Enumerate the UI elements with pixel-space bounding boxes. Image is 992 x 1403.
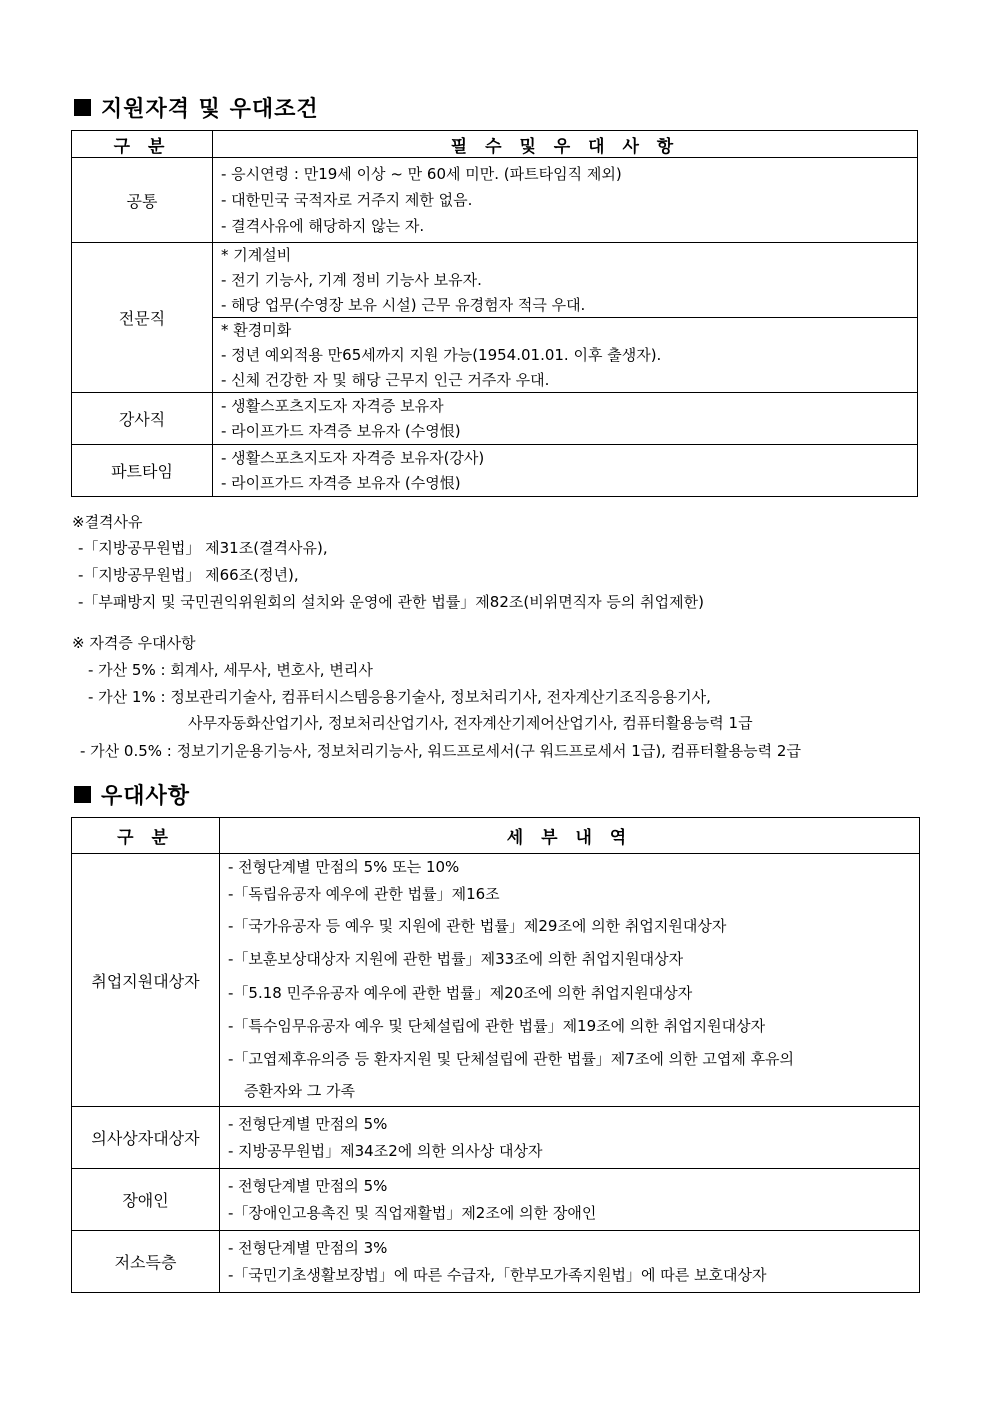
content-line: -「독립유공자 예우에 관한 법률」제16조 — [228, 884, 500, 903]
header-category: 구 분 — [72, 131, 213, 158]
row-label-instructor: 강사직 — [72, 393, 213, 445]
content-line: - 생활스포츠지도자 자격증 보유자(강사) — [221, 448, 485, 467]
row-content-common — [213, 158, 918, 243]
header-content: 필 수 및 우 대 사 항 — [213, 131, 918, 158]
certificate-line: - 가산 1% : 정보관리기술사, 컴퓨터시스템응용기술사, 정보처리기사, 전자계산기조직응용기사, — [88, 688, 711, 706]
content-line: - 전형단계별 만점의 5% — [228, 1176, 388, 1195]
content-line: - 지방공무원법」제34조2에 의한 의사상 대상자 — [228, 1141, 543, 1160]
row-content-specialist-1 — [213, 243, 918, 318]
row-label-specialist: 전문직 — [72, 243, 213, 393]
table-row — [72, 1107, 920, 1169]
content-line: - 신체 건강한 자 및 해당 근무지 인근 거주자 우대. — [221, 371, 550, 389]
row-content-employment — [220, 854, 920, 1107]
content-line: -「국가유공자 등 예우 및 지원에 관한 법률」제29조에 의한 취업지원대상자 — [228, 916, 727, 935]
header-content: 세 부 내 역 — [220, 818, 920, 854]
content-line: - 전형단계별 만점의 3% — [228, 1238, 388, 1257]
content-line: -「장애인고용촉진 및 직업재활법」제2조에 의한 장애인 — [228, 1203, 597, 1222]
content-line: - 응시연령 : 만19세 이상 ~ 만 60세 미만. (파트타임직 제외) — [221, 165, 622, 183]
table-row — [72, 158, 918, 243]
table-header-row — [72, 818, 920, 854]
content-line: - 라이프가드 자격증 보유자 (수영恨) — [221, 421, 461, 440]
table-row — [72, 393, 918, 445]
row-label-common: 공통 — [72, 158, 213, 243]
table-row — [72, 243, 918, 318]
table-header-row — [72, 131, 918, 158]
table-row — [72, 1169, 920, 1231]
row-label-employment: 취업지원대상자 — [72, 854, 220, 1107]
row-label-lowincome: 저소득층 — [72, 1231, 220, 1293]
preference-table — [71, 817, 920, 1293]
content-line: - 결격사유에 해당하지 않는 자. — [221, 217, 425, 235]
section2-title: 우대사항 — [101, 784, 191, 809]
row-label-disabled: 장애인 — [72, 1169, 220, 1231]
row-label-parttime: 파트타임 — [72, 445, 213, 497]
content-line: * 기계설비 — [221, 246, 292, 264]
content-line: - 전형단계별 만점의 5% — [228, 1114, 388, 1133]
table-row — [72, 854, 920, 1107]
section1-title: 지원자격 및 우대조건 — [101, 97, 319, 122]
content-line: - 라이프가드 자격증 보유자 (수영恨) — [221, 473, 461, 492]
row-content-lowincome — [220, 1231, 920, 1293]
row-content-specialist-2 — [213, 318, 918, 393]
row-content-righteous — [220, 1107, 920, 1169]
section2-heading — [74, 779, 190, 810]
header-category: 구 분 — [72, 818, 220, 854]
content-line: * 환경미화 — [221, 321, 292, 339]
table-row — [72, 1231, 920, 1293]
content-line: -「국민기초생활보장법」에 따른 수급자,「한부모가족지원법」에 따른 보호대상자 — [228, 1265, 767, 1284]
content-line: -「특수임무유공자 예우 및 단체설립에 관한 법률」제19조에 의한 취업지원대상자 — [228, 1016, 766, 1035]
disqualification-line: -「부패방지 및 국민권익위원회의 설치와 운영에 관한 법률」제82조(비위면직자 등의 취업제한) — [78, 593, 704, 611]
content-line: - 생활스포츠지도자 자격증 보유자 — [221, 396, 444, 415]
content-line: 증환자와 그 가족 — [244, 1081, 355, 1100]
table-row — [72, 445, 918, 497]
row-content-parttime — [213, 445, 918, 497]
certificate-line: 사무자동화산업기사, 정보처리산업기사, 전자계산기제어산업기사, 컴퓨터활용능력 1급 — [188, 714, 753, 732]
content-line: -「보훈보상대상자 지원에 관한 법률」제33조에 의한 취업지원대상자 — [228, 949, 684, 968]
content-line: - 정년 예외적용 만65세까지 지원 가능(1954.01.01. 이후 출생자). — [221, 346, 662, 364]
square-bullet-icon — [74, 786, 91, 803]
certificate-line: - 가산 0.5% : 정보기기운용기능사, 정보처리기능사, 워드프로세서(구 워드프로세서 1급), 컴퓨터활용능력 2급 — [80, 742, 801, 760]
row-label-righteous: 의사상자대상자 — [72, 1107, 220, 1169]
qualification-table — [71, 130, 918, 497]
content-line: -「고엽제후유의증 등 환자지원 및 단체설립에 관한 법률」제7조에 의한 고엽제 후유의 — [228, 1049, 795, 1068]
content-line: - 전기 기능사, 기계 정비 기능사 보유자. — [221, 271, 482, 289]
disqualification-line: -「지방공무원법」 제66조(정년), — [78, 566, 299, 584]
disqualification-title: ※결격사유 — [72, 513, 143, 531]
square-bullet-icon — [74, 99, 91, 116]
certificates-title: ※ 자격증 우대사항 — [72, 634, 196, 652]
content-line: - 대한민국 국적자로 거주지 제한 없음. — [221, 191, 473, 209]
content-line: -「5.18 민주유공자 예우에 관한 법률」제20조에 의한 취업지원대상자 — [228, 983, 693, 1002]
row-content-instructor — [213, 393, 918, 445]
disqualification-line: -「지방공무원법」 제31조(결격사유), — [78, 539, 328, 557]
row-content-disabled — [220, 1169, 920, 1231]
certificate-line: - 가산 5% : 회계사, 세무사, 변호사, 변리사 — [88, 661, 373, 679]
content-line: - 전형단계별 만점의 5% 또는 10% — [228, 857, 460, 876]
section1-heading — [74, 92, 319, 123]
content-line: - 해당 업무(수영장 보유 시설) 근무 유경험자 적극 우대. — [221, 296, 586, 314]
